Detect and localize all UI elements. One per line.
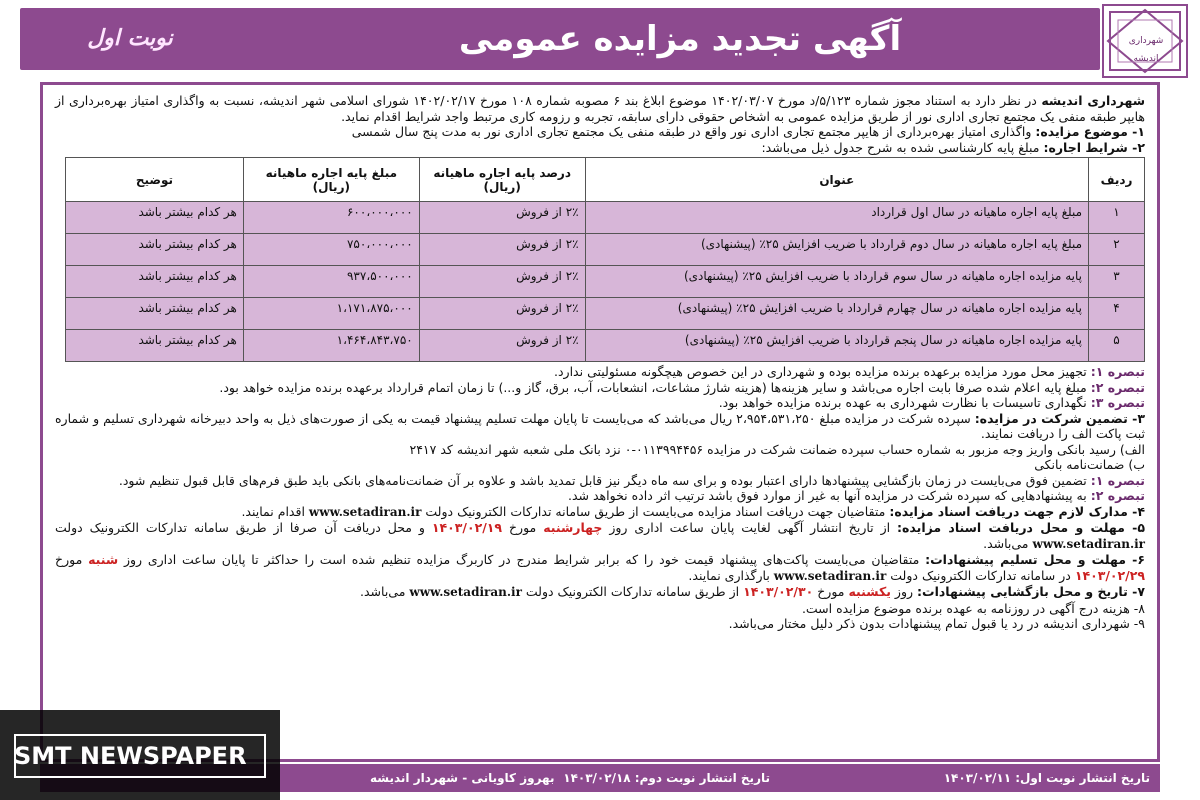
section-3-option-a: الف) رسید بانکی واریز وجه مزبور به شماره حساب سپرده ضمانت شرکت در مزایده ۰۱۱۳۹۹۴۴۵۶-۰ نزد بانک ملی شعبه شهر اندیشه کد ۲۴۱۷ (409, 441, 1145, 457)
section-3-text: سپرده شرکت در مزایده مبلغ ۲،۹۵۴،۵۳۱،۲۵۰ ریال می‌باشد که می‌بایست تا پایان مهلت تسلیم پیشنهاد قیمت به یکی از صورت‌های ذیل به واحد دبیرخانه شهرداری تسلیم و شماره ثبت پاکت الف را دریافت نمایند. (55, 410, 1145, 441)
section-3-note-1-label: تبصره ۱: (1090, 472, 1145, 488)
section-3-label: ۳- تضمین شرکت در مزایده: (974, 410, 1145, 426)
cell-percent: ۲٪ از فروش (419, 234, 585, 266)
note-3-label: تبصره ۳: (1090, 395, 1145, 410)
col-header-note: توضیح (66, 158, 244, 202)
section-3 (55, 411, 1145, 442)
section-7-date: ۱۴۰۳/۰۲/۳۰ (743, 584, 814, 599)
col-header-amount: مبلغ پایه اجاره ماهیانه (ریال) (243, 158, 419, 202)
section-4-label: ۴- مدارک لازم جهت دریافت اسناد مزایده: (889, 503, 1145, 519)
section-5-text: از تاریخ انتشار آگهی لغایت پایان ساعت اداری روز (609, 520, 891, 535)
mayor-signature: بهروز کاویانی - شهردار اندیشه (370, 771, 555, 785)
section-9: ۹- شهرداری اندیشه در رد یا قبول تمام پیشنهادات بدون ذکر دلیل مختار می‌باشد. (728, 616, 1145, 631)
section-5-text2: و محل دریافت آن صرفا از طریق سامانه تدارکات الکترونیک دولت (55, 520, 425, 535)
section-8: ۸- هزینه درج آگهی در روزنامه به عهده برنده موضوع مزایده است. (801, 600, 1145, 616)
note-1-label: تبصره ۱: (1090, 364, 1145, 379)
section-7-day: یکشنبه (848, 584, 891, 599)
cell-amount: ۹۳۷،۵۰۰،۰۰۰ (243, 266, 419, 298)
section-7-text: روز (894, 584, 914, 599)
section-6-label: ۶- مهلت و محل تسلیم پیشنهادات: (925, 552, 1146, 567)
section-6-day: شنبه (88, 552, 119, 567)
section-3-note-2-label: تبصره ۲: (1090, 488, 1145, 503)
cell-percent: ۲٪ از فروش (419, 298, 585, 330)
section-6-mid: مورخ (55, 552, 83, 567)
watermark-text: SMT NEWSPAPER (14, 742, 247, 770)
note-1 (55, 364, 1145, 380)
section-2-text: مبلغ پایه کارشناسی شده به شرح جدول ذیل می‌باشد: (761, 139, 1040, 155)
section-6 (55, 552, 1145, 584)
section-5-day: چهارشنبه (543, 520, 603, 535)
note-3 (55, 395, 1145, 411)
section-6-end: بارگذاری نمایند. (688, 567, 770, 583)
note-3-text: نگهداری تاسیسات با نظارت شهرداری به عهده برنده مزایده خواهد بود. (718, 395, 1087, 410)
table-row (66, 234, 1145, 266)
setadiran-link[interactable]: www.setadiran.ir (773, 568, 887, 583)
section-6-date: ۱۴۰۳/۰۲/۲۹ (1074, 567, 1145, 583)
cell-row-no: ۵ (1089, 330, 1145, 362)
section-7-mid: مورخ (817, 584, 845, 599)
cell-amount: ۶۰۰،۰۰۰،۰۰۰ (243, 202, 419, 234)
section-5-mid: مورخ (508, 520, 537, 535)
section-3-option-b: ب) ضمانت‌نامه بانکی (1034, 457, 1145, 472)
section-1 (55, 124, 1145, 140)
section-4-end: اقدام نمایند. (241, 503, 305, 519)
cell-amount: ۱،۱۷۱،۸۷۵،۰۰۰ (243, 298, 419, 330)
table-row (66, 202, 1145, 234)
note-2-label: تبصره ۲: (1090, 379, 1145, 395)
section-5 (55, 520, 1145, 552)
setadiran-link[interactable]: www.setadiran.ir (1032, 536, 1145, 551)
col-header-percent: درصد پایه اجاره ماهیانه (ریال) (419, 158, 585, 202)
section-6-text2: در سامانه تدارکات الکترونیک دولت (890, 567, 1071, 583)
note-2-text: مبلغ پایه اعلام شده صرفا بابت اجاره می‌باشد و سایر هزینه‌ها (هزینه شارژ مشاعات، انشعابات، آب، برق، گاز و...) تا زمان اتمام قرارداد برعهده برنده مزایده خواهد بود. (219, 379, 1087, 395)
section-4-text: متقاضیان جهت دریافت اسناد مزایده می‌بایست از طریق سامانه تدارکات الکترونیک دولت (425, 503, 886, 519)
section-1-label: ۱- موضوع مزایده: (1035, 124, 1145, 139)
section-7-label: ۷- تاریخ و محل بازگشایی پیشنهادات: (917, 584, 1145, 599)
cell-note: هر کدام بیشتر باشد (66, 202, 244, 234)
first-publish-date: تاریخ انتشار نوبت اول: ۱۴۰۳/۰۲/۱۱ (943, 771, 1150, 785)
table-row (66, 330, 1145, 362)
cell-note: هر کدام بیشتر باشد (66, 266, 244, 298)
table-header-row (66, 158, 1145, 202)
cell-row-no: ۱ (1089, 202, 1145, 234)
note-1-text: تجهیز محل مورد مزایده برعهده برنده مزایده بوده و شهرداری در این خصوص هیچگونه مسئولیتی ندارد. (554, 364, 1087, 379)
col-header-row-no: ردیف (1089, 158, 1145, 202)
section-4 (55, 504, 1145, 521)
cell-title: مبلغ پایه اجاره ماهیانه در سال اول قرارداد (585, 202, 1088, 234)
cell-row-no: ۳ (1089, 266, 1145, 298)
cell-percent: ۲٪ از فروش (419, 330, 585, 362)
cell-note: هر کدام بیشتر باشد (66, 234, 244, 266)
second-publish-date: تاریخ انتشار نوبت دوم: ۱۴۰۳/۰۲/۱۸ (563, 771, 770, 785)
cell-percent: ۲٪ از فروش (419, 202, 585, 234)
cell-note: هر کدام بیشتر باشد (66, 298, 244, 330)
cell-amount: ۷۵۰،۰۰۰،۰۰۰ (243, 234, 419, 266)
section-5-label: ۵- مهلت و محل دریافت اسناد مزایده: (897, 520, 1145, 535)
rent-table (65, 157, 1145, 362)
cell-title: پایه مزایده اجاره ماهیانه در سال چهارم قرارداد با ضریب افزایش ۲۵٪ (پیشنهادی) (585, 298, 1088, 330)
table-row (66, 298, 1145, 330)
section-5-end: می‌باشد. (983, 535, 1029, 551)
col-header-title: عنوان (585, 158, 1088, 202)
section-3-note-2 (55, 488, 1145, 504)
section-5-date: ۱۴۰۳/۰۲/۱۹ (431, 520, 503, 535)
cell-row-no: ۴ (1089, 298, 1145, 330)
section-3-note-1 (55, 473, 1145, 489)
title-band (20, 8, 1100, 70)
cell-title: مبلغ پایه اجاره ماهیانه در سال دوم قرارداد با ضریب افزایش ۲۵٪ (پیشنهادی) (585, 234, 1088, 266)
setadiran-link[interactable]: www.setadiran.ir (308, 504, 422, 519)
cell-note: هر کدام بیشتر باشد (66, 330, 244, 362)
section-7-text2: از طریق سامانه تدارکات الکترونیک دولت (525, 584, 740, 599)
ad-body (40, 82, 1160, 762)
section-7-end: می‌باشد. (360, 584, 406, 599)
setadiran-link[interactable]: www.setadiran.ir (409, 585, 522, 599)
section-6-text: متقاضیان می‌بایست پاکت‌های پیشنهاد قیمت خود را که برابر شرایط مندرج در کاربرگ مزایده تنظیم شده است را حداکثر تا پایان ساعت اداری روز (123, 552, 920, 567)
section-7 (55, 584, 1145, 601)
newspaper-watermark (0, 710, 280, 800)
cell-title: پایه مزایده اجاره ماهیانه در سال پنجم قرارداد با ضریب افزایش ۲۵٪ (پیشنهادی) (585, 330, 1088, 362)
cell-row-no: ۲ (1089, 234, 1145, 266)
note-2 (55, 380, 1145, 396)
turn-label: نوبت اول (87, 26, 173, 51)
section-3-note-1-text: تضمین فوق می‌بایست در زمان بازگشایی پیشنهادها دارای اعتبار بوده و برای سه ماه دیگر نیز قابل تمدید باشد و علاوه بر آن ضمانت‌نامه‌های بانکی باید طبق فرم‌های قابل قبول تنظیم شود. (118, 472, 1087, 488)
cell-amount: ۱،۴۶۴،۸۴۳،۷۵۰ (243, 330, 419, 362)
org-name: شهرداری اندیشه (1041, 93, 1146, 108)
section-2-label: ۲- شرایط اجاره: (1043, 139, 1145, 155)
ad-title: آگهی تجدید مزایده عمومی (458, 19, 902, 59)
intro-paragraph (55, 93, 1145, 124)
cell-percent: ۲٪ از فروش (419, 266, 585, 298)
section-2 (55, 140, 1145, 156)
ad-header (0, 0, 1200, 80)
logo-text: شهرداری اندیشه (1128, 36, 1164, 64)
table-row (66, 266, 1145, 298)
section-3-note-2-text: به پیشنهادهایی که سپرده شرکت در مزایده آنها به غیر از موارد فوق باشد ترتیب اثر داده نخواهد شد. (568, 488, 1087, 503)
municipality-logo (1102, 4, 1188, 78)
section-1-text: واگذاری امتیاز بهره‌برداری از هایپر مجتمع تجاری اداری نور واقع در طبقه منفی یک مجتمع تجاری اداری نور به مدت پنج سال شمسی (351, 124, 1032, 139)
intro-text: در نظر دارد به استناد مجوز شماره ۵/۱۲۳/د مورخ ۱۴۰۲/۰۳/۰۷ موضوع ابلاغ بند ۶ مصوبه شماره ۱۰۸ مورخ ۱۴۰۲/۰۲/۱۷ شورای اسلامی شهر اندیشه، نسبت به واگذاری امتیاز بهره‌برداری از هایپر طبقه منفی یک مجتمع تجاری اداری نور از طریق مزایده عمومی به اشخاص حقوقی دارای سابقه، تجربه و رزومه کاری مرتبط واجد شرایط اقدام نماید. (55, 93, 1145, 124)
cell-title: پایه مزایده اجاره ماهیانه در سال سوم قرارداد با ضریب افزایش ۲۵٪ (پیشنهادی) (585, 266, 1088, 298)
